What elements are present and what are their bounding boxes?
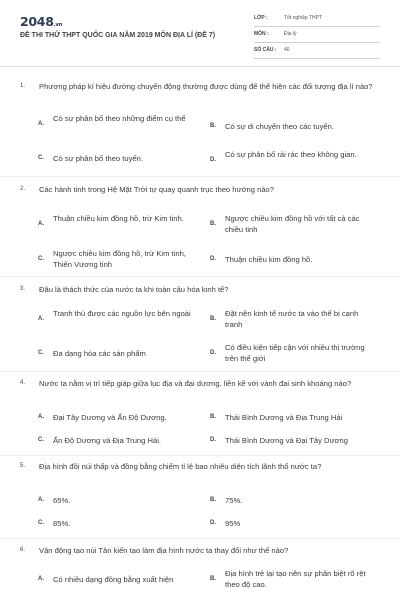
option-text: Ấn Độ Dương và Địa Trung Hải.: [53, 436, 161, 445]
option-letter: A.: [38, 221, 44, 227]
option-text: Có sự phân bố rải rác theo không gian.: [225, 150, 357, 159]
question-number: 2.: [20, 186, 26, 192]
meta-value: Tốt nghiệp THPT: [284, 15, 322, 21]
question-text: Phương pháp kí hiệu đường chuyển động thường được dùng để thể hiện các đối tượng địa lí nào?: [39, 82, 373, 91]
option-text: Có sự phân bố theo tuyến.: [53, 154, 143, 163]
question-text: Vận động tạo núi Tân kiến tạo làm địa hình nước ta thay đổi như thế nào?: [39, 546, 289, 555]
question-number: 5.: [20, 463, 26, 469]
logo-main: 2048: [20, 14, 54, 29]
question-divider: [0, 371, 400, 372]
exam-title: ĐỀ THI THỬ THPT QUỐC GIA NĂM 2019 MÔN ĐỊA LÍ (ĐỀ 7): [20, 32, 216, 39]
meta-row-class: [254, 11, 380, 27]
option-text: Đa dạng hóa các sản phẩm: [53, 349, 146, 358]
option-letter: A.: [38, 576, 44, 582]
option-letter: D.: [210, 520, 216, 526]
option-letter: C.: [38, 155, 44, 161]
meta-label: LỚP :: [254, 15, 268, 21]
question-divider: [0, 455, 400, 456]
option-letter: C.: [38, 437, 44, 443]
question-number: 4.: [20, 380, 26, 386]
option-text: Đại Tây Dương và Ấn Độ Dương.: [53, 413, 167, 422]
meta-row-count: [254, 43, 380, 59]
option-letter: C.: [38, 350, 44, 356]
option-text: 65%.: [53, 496, 71, 505]
option-letter: C.: [38, 520, 44, 526]
option-text: Có điều kiện tiếp cận với nhiều thị trường trên thế giới: [225, 343, 365, 364]
meta-value: 40: [284, 47, 290, 53]
option-text: 95%: [225, 519, 241, 528]
option-letter: A.: [38, 414, 44, 420]
option-letter: B.: [210, 414, 216, 420]
meta-label: SỐ CÂU :: [254, 47, 277, 53]
question-text: Địa hình đồi núi thấp và đồng bằng chiếm tỉ lệ bao nhiêu diện tích lãnh thổ nước ta?: [39, 462, 322, 471]
question-number: 3.: [20, 286, 26, 292]
option-text: Ngược chiều kim đồng hồ, trừ Kim tinh, Thiên Vương tinh: [53, 249, 186, 270]
question-number: 6.: [20, 547, 26, 553]
question-text: Đâu là thách thức của nước ta khi toàn cầu hóa kinh tế?: [39, 285, 229, 294]
exam-header: [0, 0, 400, 62]
meta-value: Địa lý: [284, 31, 297, 37]
meta-row-subject: [254, 27, 380, 43]
option-letter: A.: [38, 316, 44, 322]
option-text: Có nhiều dạng đồng bằng xuất hiện: [53, 575, 174, 584]
option-text: Thuận chiều kim đồng hồ.: [225, 255, 313, 264]
option-text: 85%.: [53, 519, 71, 528]
option-text: Thuận chiều kim đồng hồ, trừ Kim tinh.: [53, 214, 184, 223]
option-letter: B.: [210, 497, 216, 503]
exam-meta: [254, 11, 380, 59]
question-divider: [0, 276, 400, 277]
option-letter: D.: [210, 157, 216, 163]
option-letter: A.: [38, 497, 44, 503]
option-text: Tranh thủ được các nguồn lực bên ngoài: [53, 309, 191, 318]
option-text: Thái Bình Dương và Đại Tây Dương: [225, 436, 348, 445]
site-logo[interactable]: [20, 14, 62, 29]
option-text: Đặt nền kinh tế nước ta vào thế bị cạnh tranh: [225, 309, 359, 330]
option-text: Có sự phân bố theo những điểm cụ thể: [53, 114, 186, 123]
option-text: Có sự di chuyển theo các tuyến.: [225, 122, 334, 131]
option-text: Địa hình trẻ lại tạo nên sự phân biệt rõ rệt theo độ cao.: [225, 569, 366, 590]
option-letter: D.: [210, 350, 216, 356]
question-divider: [0, 176, 400, 177]
option-letter: B.: [210, 221, 216, 227]
option-letter: C.: [38, 256, 44, 262]
question-divider: [0, 538, 400, 539]
option-letter: A.: [38, 121, 44, 127]
option-letter: B.: [210, 123, 216, 129]
option-letter: D.: [210, 437, 216, 443]
option-letter: D.: [210, 256, 216, 262]
option-text: Ngược chiều kim đồng hồ với tất cả các chiều tinh: [225, 214, 360, 235]
logo-suffix: .vn: [53, 22, 63, 28]
option-text: 75%.: [225, 496, 243, 505]
option-letter: B.: [210, 316, 216, 322]
option-letter: B.: [210, 576, 216, 582]
question-text: Các hành tinh trong Hệ Mặt Trời tự quay quanh trục theo hướng nào?: [39, 185, 274, 194]
meta-label: MÔN :: [254, 31, 269, 37]
question-text: Nước ta nằm vị trí tiếp giáp giữa lục địa và đại dương, liền kề với vành đai sinh khoáng nào?: [39, 379, 352, 388]
question-number: 1.: [20, 83, 26, 89]
header-divider: [0, 66, 400, 67]
option-text: Thái Bình Dương và Địa Trung Hải: [225, 413, 343, 422]
